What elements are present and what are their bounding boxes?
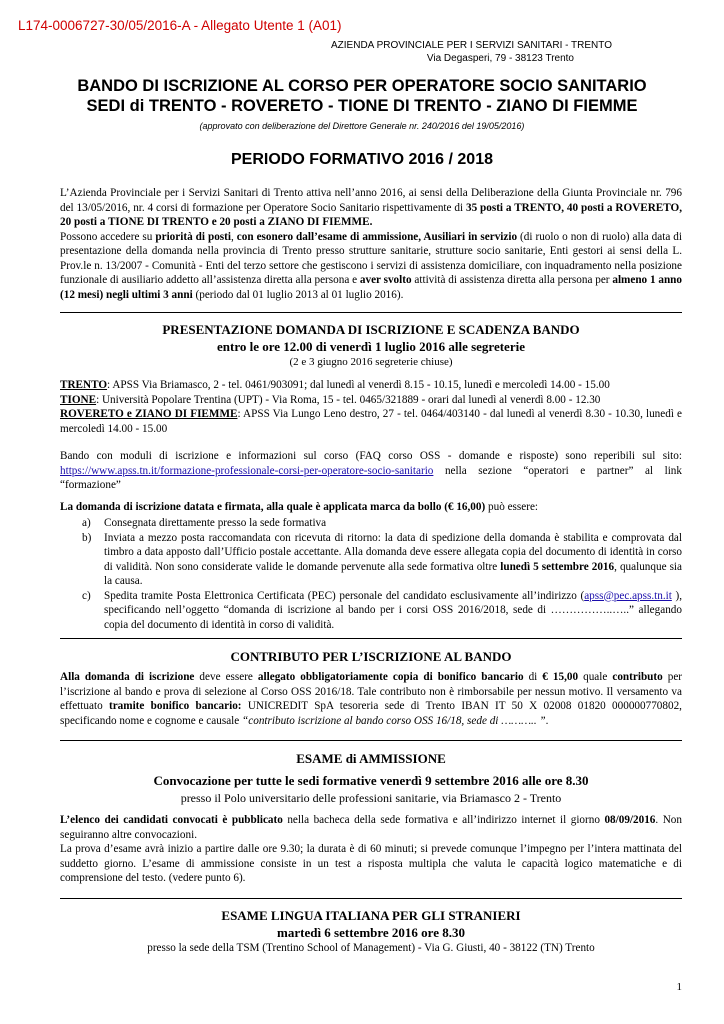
- language-exam-date: martedì 6 settembre 2016 ore 8.30: [277, 925, 465, 940]
- contribution-heading: CONTRIBUTO PER L’ISCRIZIONE AL BANDO: [230, 649, 512, 664]
- apss-website-link[interactable]: https://www.apss.tn.it/formazione-professionale-corsi-per-operatore-socio-sanitario: [60, 464, 434, 477]
- submission-methods: [82, 516, 682, 632]
- section-divider: [60, 898, 682, 899]
- list-item: b) Inviata a mezzo posta raccomandata con ricevuta di ritorno: la data di spedizione della domanda è stabilita e comprovata dal timbro a data apposto dall’Ufficio postale accettante. Alla domanda deve essere allegata copia del documento di identità in corso di validità. Non sono considerate valide le domande pervenute alla sede formativa oltre lunedì 5 settembre 2016, qualunque sia la causa.: [82, 531, 682, 587]
- section-divider: [60, 740, 682, 741]
- stamp-duty-note: La domanda di iscrizione datata e firmata, alla quale è applicata marca da bollo (€ 16,00) può essere:: [60, 501, 539, 513]
- protocol-reference: L174-0006727-30/05/2016-A - Allegato Utente 1 (A01): [18, 18, 342, 33]
- presentation-heading: PRESENTAZIONE DOMANDA DI ISCRIZIONE E SCADENZA BANDO: [162, 322, 580, 337]
- section-divider: [60, 638, 682, 639]
- document-subtitle: SEDI di TRENTO - ROVERETO - TIONE DI TRENTO - ZIANO DI FIEMME: [86, 97, 638, 115]
- office-trento: TRENTO: APSS Via Briamasco, 2 - tel. 0461/903091; dal lunedì al venerdì 8.15 - 10.15, lunedì e mercoledì 14.00 - 15.00: [60, 379, 610, 391]
- exam-convocation: Convocazione per tutte le sedi formative venerdì 9 settembre 2016 alle ore 8.30: [153, 773, 589, 788]
- organization-address: Via Degasperi, 79 - 38123 Trento: [426, 53, 574, 64]
- exam-location: presso il Polo universitario delle professioni sanitarie, via Briamasco 2 - Trento: [180, 791, 562, 805]
- pec-email-link[interactable]: apss@pec.apss.tn.it: [584, 589, 672, 602]
- list-item: a) Consegnata direttamente presso la sede formativa: [82, 517, 327, 529]
- office-list: [60, 378, 682, 436]
- organization-name: AZIENDA PROVINCIALE PER I SERVIZI SANITARI - TRENTO: [331, 40, 612, 51]
- exam-details: L’elenco dei candidati convocati è pubblicato nella bacheca della sede formativa e all’indirizzo internet il giorno 08/09/2016. Non seguiranno altre convocazioni. La prova d’esame avrà inizio a partire dalle ore 9.30; la durata è di 60 minuti; si prevede comunque l’impegno per l’intera mattinata del suddetto giorno. L’esame di ammissione consiste in un test a risposta multipla che valuta le capacità logico matematiche e di comprensione del testo. (vedere punto 6).: [60, 814, 682, 884]
- office-tione: TIONE: Università Popolare Trentina (UPT) - Via Roma, 15 - tel. 0465/321889 - orari dal lunedì al venerdì 8.00 - 12.30: [60, 393, 601, 406]
- page-number: 1: [676, 981, 682, 993]
- approval-note: (approvato con deliberazione del Direttore Generale nr. 240/2016 del 19/05/2016): [199, 121, 525, 131]
- admission-exam-heading: ESAME di AMMISSIONE: [296, 751, 446, 766]
- list-item: c) Spedita tramite Posta Elettronica Certificata (PEC) personale del candidato esclusivamente all’indirizzo (apss@pec.apss.tn.it ), specificando nell’oggetto “domanda di iscrizione al bando per i corsi OSS 2016/2018, sede di ……………..…..” allegando copia del documento di identità in corso di validità.: [82, 589, 682, 631]
- section-divider: [60, 312, 682, 313]
- office-rovereto-ziano: ROVERETO e ZIANO DI FIEMME: APSS Via Lungo Leno destro, 27 - tel. 0464/403140 - dal lunedì al venerdì 8.30 - 10.30, lunedì e mercoledì 14.00 - 15.00: [60, 408, 682, 435]
- training-period: PERIODO FORMATIVO 2016 / 2018: [230, 151, 493, 168]
- contribution-paragraph: Alla domanda di iscrizione deve essere allegato obbligatoriamente copia di bonifico bancario di € 15,00 quale contributo per l’iscrizione al bando e prova di selezione al Corso OSS 2016/18. Tale contributo non è rimborsabile per nessun motivo. Il versamento va effettuato tramite bonifico bancario: UNICREDIT SpA tesoreria sede di Trento IBAN IT 50 X 02008 01820 000000770802, specificando nome e cognome e causale “contributo iscrizione al bando corso OSS 16/18, sede di ……….. ”.: [60, 671, 683, 727]
- info-paragraph: Bando con moduli di iscrizione e informazioni sul corso (FAQ corso OSS - domande e risposte) sono reperibili sul sito: https://www.apss.tn.it/formazione-professionale-corsi-per-operatore-socio-sanitario nella sezione “operatori e partner” al link “formazione”: [60, 450, 682, 491]
- presentation-deadline: entro le ore 12.00 di venerdì 1 luglio 2016 alle segreterie: [217, 339, 525, 354]
- language-exam-location: presso la sede della TSM (Trentino School of Management) - Via G. Giusti, 40 - 38122 (TN) Trento: [147, 942, 595, 954]
- document-title: BANDO DI ISCRIZIONE AL CORSO PER OPERATORE SOCIO SANITARIO: [77, 77, 647, 95]
- intro-paragraph: L’Azienda Provinciale per i Servizi Sanitari di Trento attiva nell’anno 2016, ai sensi della Deliberazione della Giunta Provinciale nr. 796 del 13/05/2016, nr. 4 corsi di formazione per Operatore Socio Sanitario rispettivamente di 35 posti a TRENTO, 40 posti a ROVERETO, 20 posti a TIONE DI TRENTO e 20 posti a ZIANO DI FIEMME. Possono accedere su priorità di posti, con esonero dall’esame di ammissione, Ausiliari in servizio (di ruolo o non di ruolo) alla data di presentazione della domanda nella provincia di Trento presso strutture sanitarie, strutture socio sanitarie, Enti gestori ai sensi della L. Prov.le n. 13/2007 - Comunità - Enti del terzo settore che gestiscono i servizi di assistenza domiciliare, con inquadramento nella posizione funzionale di ausiliario addetto all’assistenza diretta alla persona e aver svolto attività di assistenza diretta alla persona per almeno 1 anno (12 mesi) negli ultimi 3 anni (periodo dal 01 luglio 2013 al 01 luglio 2016).: [60, 187, 682, 301]
- offices-closed-note: (2 e 3 giugno 2016 segreterie chiuse): [289, 356, 453, 368]
- language-exam-heading: ESAME LINGUA ITALIANA PER GLI STRANIERI: [221, 908, 521, 923]
